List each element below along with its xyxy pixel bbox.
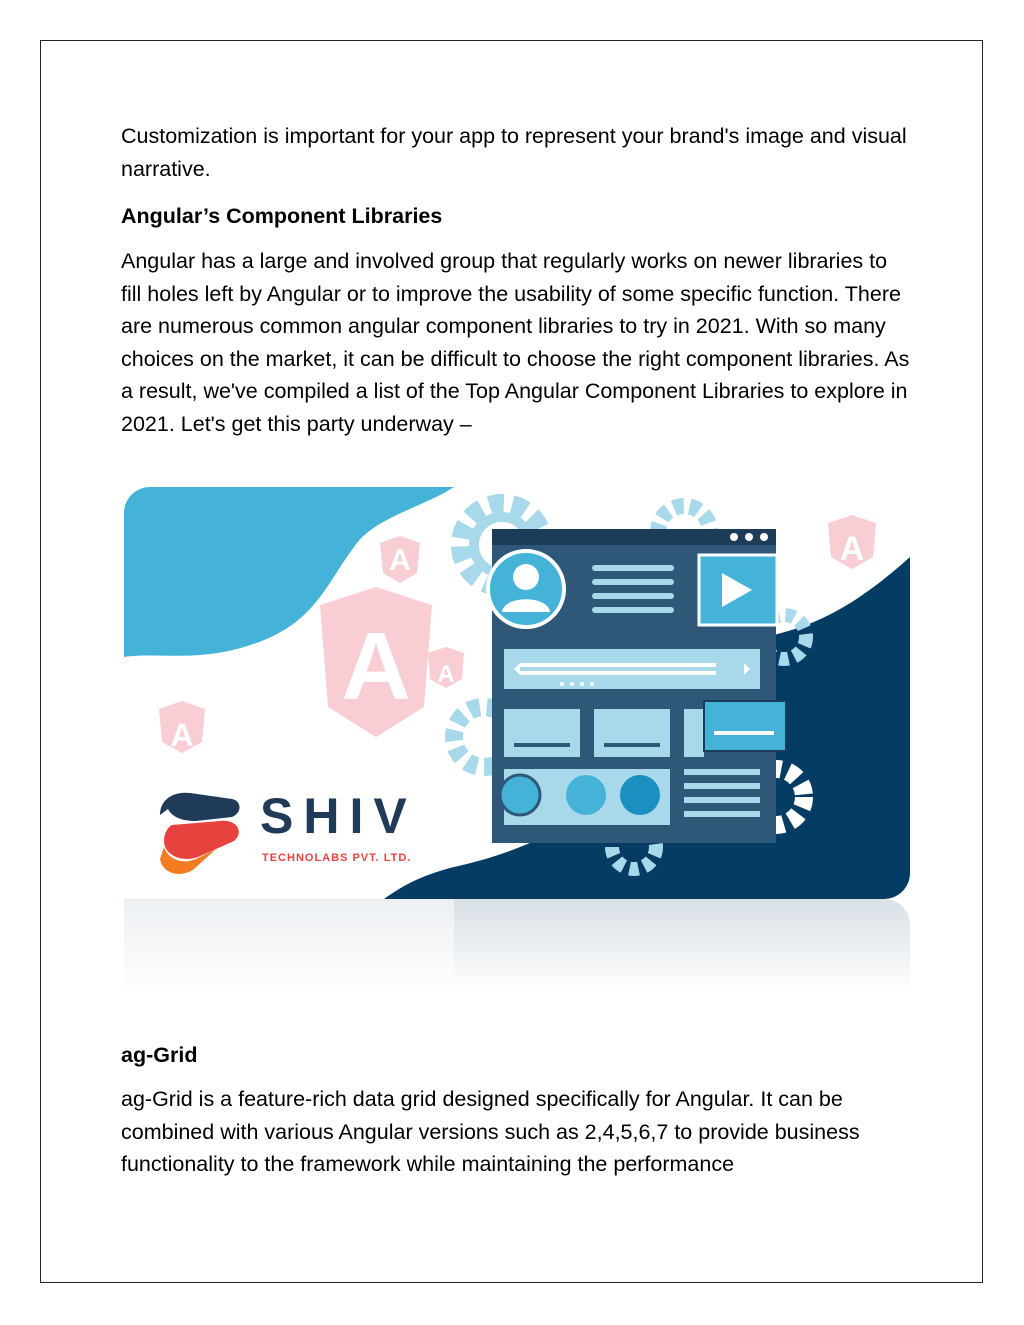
carousel-bar <box>504 649 760 689</box>
section-heading-libraries: Angular’s Component Libraries <box>121 204 443 228</box>
banner-image <box>124 487 910 899</box>
libraries-paragraph: Angular has a large and involved group that regularly works on newer libraries to fill holes left by Angular or to improve the usability of some specific function. There are numerous common angular component libraries to try in 2021. With so many choices on the market, it can be difficult to choose the right component libraries. As a result, we've compiled a list of the Top Angular Component Libraries to explore in 2021. Let's get this party underway – <box>121 249 910 436</box>
svg-text:A: A <box>170 717 194 753</box>
svg-text:A: A <box>437 661 455 688</box>
aggrid-paragraph: ag-Grid is a feature-rich data grid designed specifically for Angular. It can be combined with various Angular versions such as 2,4,5,6,7 to provide business functionality to the framework while maintaining the performance <box>121 1087 860 1176</box>
svg-text:A: A <box>341 613 411 720</box>
brand-tagline: TECHNOLABS PVT. LTD. <box>262 852 412 864</box>
brand-name: SHIV <box>260 788 417 844</box>
intro-paragraph: Customization is important for your app to represent your brand's image and visual narrative. <box>121 124 907 181</box>
section-heading-aggrid: ag-Grid <box>121 1043 198 1067</box>
banner-illustration <box>124 487 910 899</box>
svg-text:A: A <box>839 530 865 568</box>
banner-reflection <box>124 899 910 1009</box>
svg-text:A: A <box>389 544 411 577</box>
